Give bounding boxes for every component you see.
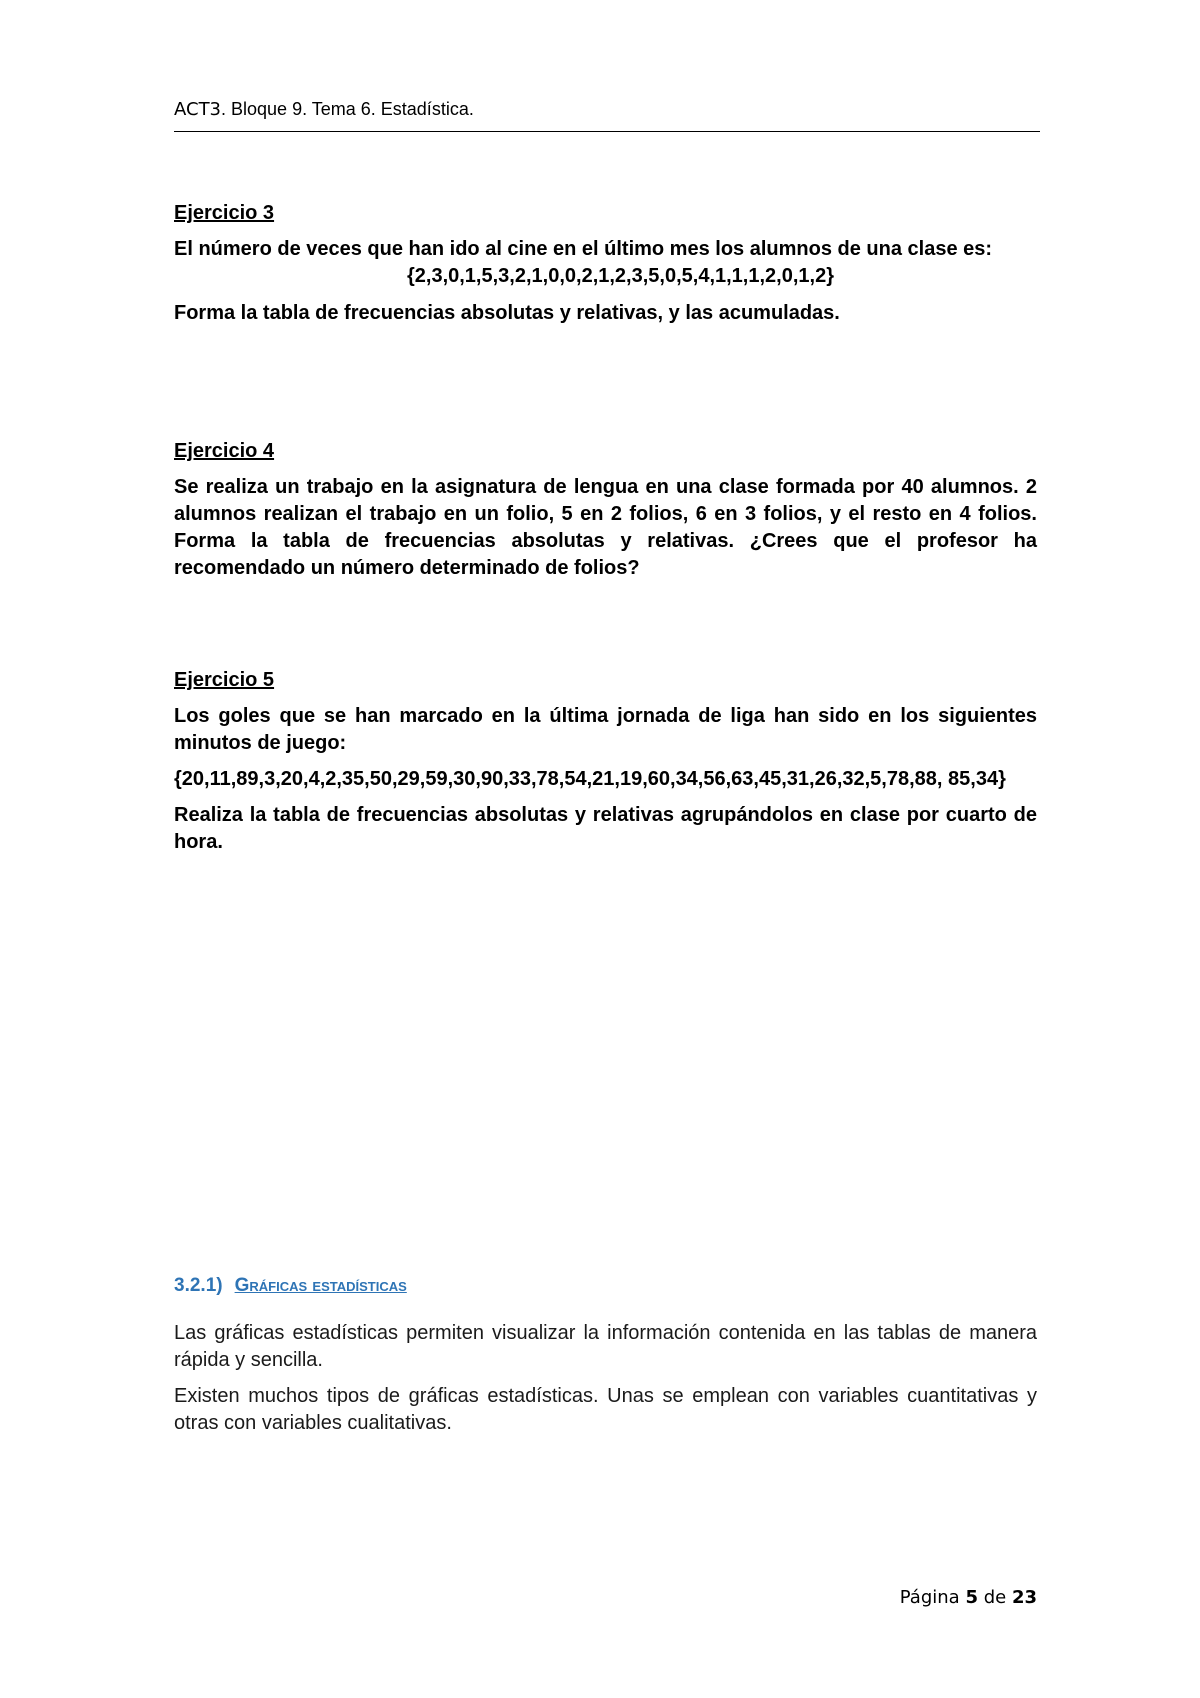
exercise-5-text: Los goles que se han marcado en la última jornada de liga han sido en los siguientes minutos de juego:	[174, 705, 1037, 754]
exercise-3-task: Forma la tabla de frecuencias absolutas y relativas, y las acumuladas.	[174, 302, 840, 324]
exercise-3	[174, 200, 1037, 336]
section-paragraph-2: Existen muchos tipos de gráficas estadísticas. Unas se emplean con variables cuantitativas y otras con variables cualitativas.	[174, 1385, 1037, 1434]
page-footer	[900, 1587, 1037, 1608]
footer-total-pages: 23	[1011, 1587, 1037, 1608]
exercise-5-data: {20,11,89,3,20,4,2,35,50,29,59,30,90,33,78,54,21,19,60,34,56,63,45,31,26,32,5,78,88, 85,34}	[174, 768, 1006, 790]
exercise-4	[174, 438, 1037, 582]
exercise-4-text: Se realiza un trabajo en la asignatura de lengua en una clase formada por 40 alumnos. 2 alumnos realizan el trabajo en un folio, 5 en 2 folios, 6 en 3 folios, y el resto en 4 folios. Forma la tabla de frecuencias absolutas y relativas. ¿Crees que el profesor ha recomendado un número determinado de folios?	[174, 476, 1037, 579]
section-body	[174, 1320, 1037, 1446]
header-title: . Bloque 9. Tema 6. Estadística.	[221, 99, 474, 119]
exercise-3-text: El número de veces que han ido al cine en el último mes los alumnos de una clase es:	[174, 238, 993, 260]
section-heading	[174, 1275, 407, 1297]
footer-of: de	[983, 1587, 1007, 1608]
exercise-3-data: {2,3,0,1,5,3,2,1,0,0,2,1,2,3,5,0,5,4,1,1,1,2,0,1,2}	[406, 265, 834, 287]
footer-label: Página	[899, 1587, 960, 1608]
section-title-link[interactable]: Gráficas estadísticas	[234, 1275, 407, 1296]
section-paragraph-1: Las gráficas estadísticas permiten visualizar la información contenida en las tablas de manera rápida y sencilla.	[174, 1322, 1037, 1371]
exercise-5-title: Ejercicio 5	[174, 669, 275, 691]
footer-page-number: 5	[965, 1587, 978, 1608]
exercise-4-title: Ejercicio 4	[174, 440, 275, 462]
exercise-3-title: Ejercicio 3	[174, 202, 275, 224]
exercise-5-task: Realiza la tabla de frecuencias absolutas y relativas agrupándolos en clase por cuarto de hora.	[174, 804, 1037, 853]
exercise-5	[174, 667, 1037, 865]
section-number: 3.2.1)	[174, 1275, 223, 1296]
page-header	[174, 99, 1040, 132]
header-prefix: ACT3	[174, 99, 222, 120]
